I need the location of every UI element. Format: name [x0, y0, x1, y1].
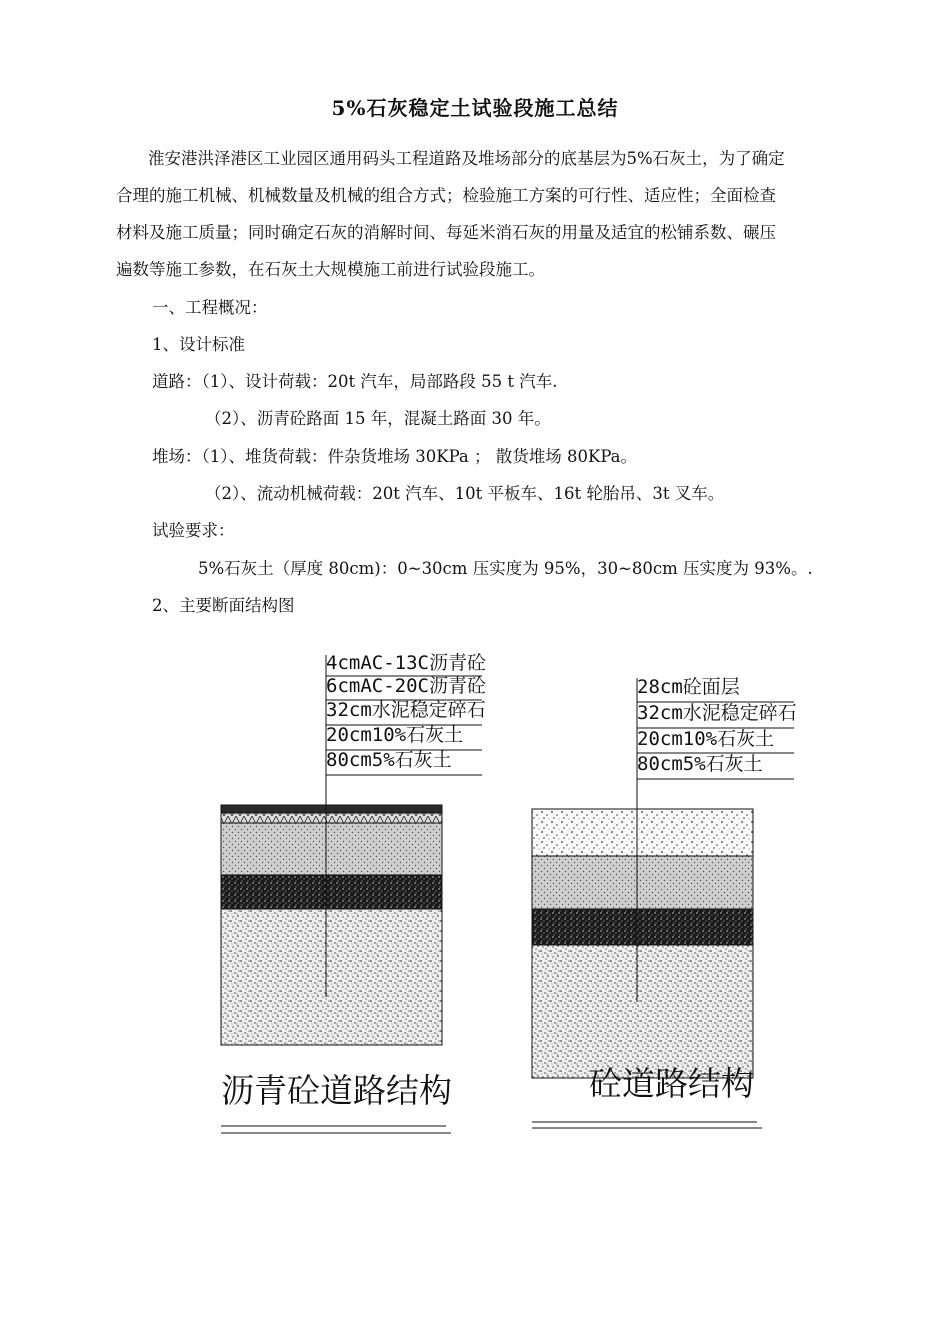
- concrete-layer-cement-stabilized: [532, 856, 753, 909]
- asphalt-layer-ac20: [221, 813, 442, 823]
- asphalt-layer-ac13: [221, 805, 442, 813]
- intro-line: 合理的施工机械、机械数量及机械的组合方式；检验施工方案的可行性、适应性；全面检查: [116, 186, 776, 205]
- asphalt-caption: 沥青砼道路结构: [221, 1071, 452, 1110]
- asphalt-label-cement: 32cm水泥稳定碎石: [326, 699, 486, 721]
- subheading-design-standard: 1、设计标准: [152, 335, 245, 354]
- intro-line: 淮安港洪泽港区工业园区通用码头工程道路及堆场部分的底基层为5%石灰土，为了确定: [148, 149, 785, 168]
- asphalt-label-ac20: 6cmAC-20C沥青砼: [326, 675, 486, 697]
- road-load-line: 道路：（1）、设计荷载：20t 汽车，局部路段 55 t 汽车.: [152, 372, 558, 391]
- yard-machine-line: （2）、流动机械荷载：20t 汽车、10t 平板车、16t 轮胎吊、3t 叉车。: [205, 484, 725, 503]
- concrete-label-lime5: 80cm5%石灰土: [637, 753, 763, 775]
- asphalt-layer-lime10: [221, 875, 442, 909]
- concrete-road-section: [532, 676, 797, 1128]
- asphalt-layer-cement-stabilized: [221, 823, 442, 875]
- road-life-line: （2）、沥青砼路面 15 年，混凝土路面 30 年。: [205, 409, 551, 428]
- asphalt-label-ac13: 4cmAC-13C沥青砼: [326, 652, 486, 674]
- subheading-cross-section: 2、主要断面结构图: [152, 596, 295, 615]
- asphalt-layer-lime5: [221, 909, 442, 1045]
- asphalt-label-lime10: 20cm10%石灰土: [326, 724, 464, 746]
- asphalt-label-lime5: 80cm5%石灰土: [326, 749, 452, 771]
- test-requirement-text: 5%石灰土（厚度 80cm)：0~30cm 压实度为 95%，30~80cm 压实度为 93%。.: [198, 559, 813, 578]
- concrete-layer-lime10: [532, 909, 753, 945]
- section-heading-overview: 一、工程概况：: [152, 298, 268, 317]
- concrete-label-lime10: 20cm10%石灰土: [637, 728, 775, 750]
- asphalt-road-section: [221, 652, 486, 1133]
- concrete-label-surface: 28cm砼面层: [637, 676, 740, 698]
- intro-paragraph-continued: [116, 177, 886, 288]
- concrete-layer-lime5: [532, 945, 753, 1078]
- intro-paragraph: [116, 140, 886, 177]
- test-requirement-label: 试验要求：: [152, 521, 235, 540]
- yard-load-line: 堆场：（1）、堆货荷载：件杂货堆场 30KPa ； 散货堆场 80KPa。: [152, 447, 638, 466]
- cross-section-diagram: [0, 630, 950, 1150]
- document-title: 5%石灰稳定土试验段施工总结: [331, 96, 619, 120]
- concrete-layer-surface: [532, 809, 753, 856]
- intro-line: 材料及施工质量；同时确定石灰的消解时间、每延米消石灰的用量及适宜的松铺系数、碾压: [116, 223, 776, 242]
- intro-line: 遍数等施工参数，在石灰土大规模施工前进行试验段施工。: [116, 260, 545, 279]
- concrete-label-cement: 32cm水泥稳定碎石: [637, 702, 797, 724]
- concrete-caption: 砼道路结构: [589, 1064, 754, 1103]
